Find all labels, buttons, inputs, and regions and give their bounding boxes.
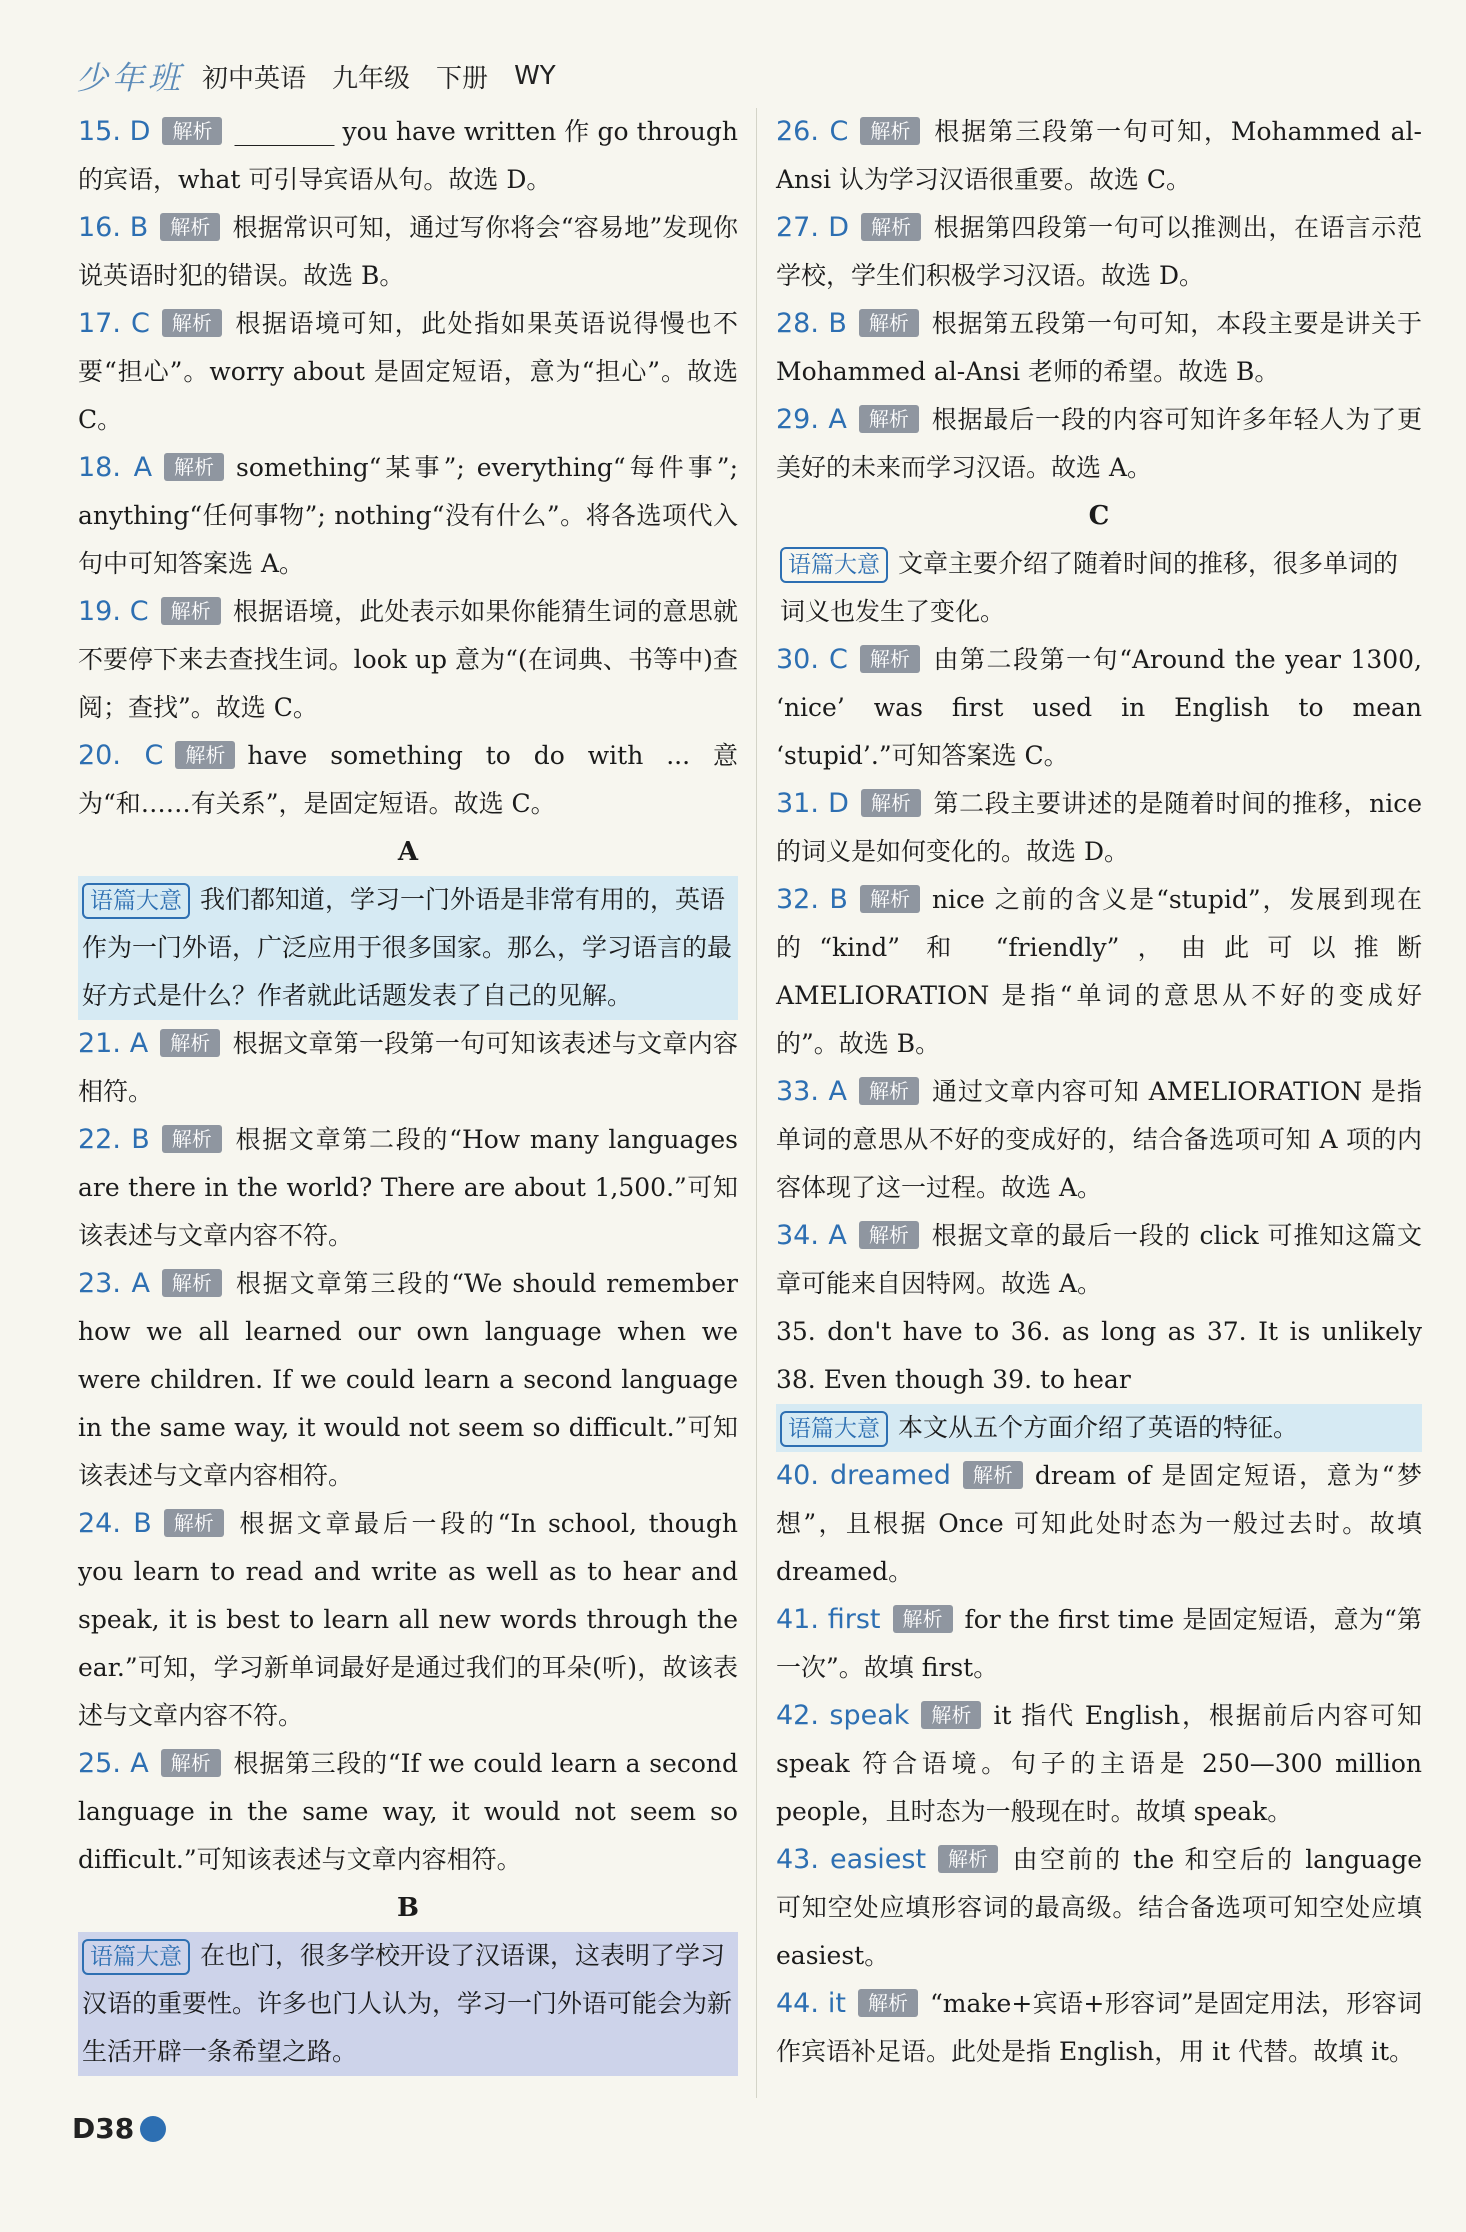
answer-number: 19. C [78, 596, 149, 627]
answer-number: 16. B [78, 212, 149, 243]
grade-label: 九年级 [332, 63, 411, 94]
answer-number: 20. C [78, 740, 164, 771]
answer-line: 35. don't have to 36. as long as 37. It is unlikely 38. Even though 39. to hear [776, 1317, 1422, 1394]
summary-text: 文章主要介绍了随着时间的推移，很多单词的词义也发生了变化。 [780, 549, 1399, 626]
right-column [776, 108, 1422, 2076]
answer-number: 18. A [78, 452, 153, 483]
answer-number: 17. C [78, 308, 150, 339]
summary-block [776, 1404, 1422, 1452]
answer-number: 34. A [776, 1220, 847, 1251]
answer-number: 32. B [776, 884, 848, 915]
answer-number: 29. A [776, 404, 847, 435]
analysis-tag: 解析 [164, 1509, 224, 1537]
summary-block [78, 1932, 738, 2076]
page-header [76, 52, 976, 100]
summary-block [78, 876, 738, 1020]
answer-explanation: 根据文章第二段的“How many languages are there in the world? There are about 1,500.”可知该表述与文章内容不符。 [78, 1125, 739, 1250]
section-heading: B [397, 1893, 419, 1923]
answer-explanation: 根据文章最后一段的“In school, though you learn to read and write as well as to hear and speak, it is best to learn all new words through the ear.”可知，学习新单词最好是通过我们的耳朵(听)，故该表述与文章内容不符。 [78, 1509, 738, 1730]
analysis-tag: 解析 [175, 741, 235, 769]
answer-item [776, 204, 1422, 300]
answer-explanation: 根据第五段第一句可知，本段主要是讲关于 Mohammed al-Ansi 老师的希望。故选 B。 [776, 309, 1422, 386]
analysis-tag: 解析 [859, 405, 919, 433]
answer-number: 25. A [78, 1748, 149, 1779]
answer-item [776, 1596, 1422, 1692]
answer-number: 15. D [78, 116, 151, 147]
answer-explanation: 根据第四段第一句可以推测出，在语言示范学校，学生们积极学习汉语。故选 D。 [776, 213, 1422, 290]
analysis-tag: 解析 [164, 453, 224, 481]
answer-number: 44. it [776, 1988, 846, 2019]
answer-explanation: 根据语境，此处表示如果你能猜生词的意思就不要停下来去查找生词。look up 意为“(在词典、书等中)查阅；查找”。故选 C。 [78, 597, 739, 722]
answer-explanation: 根据文章的最后一段的 click 可推知这篇文章可能来自因特网。故选 A。 [776, 1221, 1422, 1298]
answer-item [78, 108, 738, 204]
analysis-tag: 解析 [162, 309, 222, 337]
analysis-tag: 解析 [160, 1029, 220, 1057]
answer-item [776, 1980, 1422, 2076]
analysis-tag: 解析 [858, 1989, 918, 2017]
answer-item [78, 1116, 738, 1260]
section-heading: A [397, 837, 419, 867]
answer-explanation: 根据文章第一段第一句可知该表述与文章内容相符。 [78, 1029, 738, 1106]
analysis-tag: 解析 [161, 1749, 221, 1777]
answer-number: 31. D [776, 788, 849, 819]
left-column [78, 108, 738, 2076]
answer-item [776, 108, 1422, 204]
answer-number: 41. first [776, 1604, 881, 1635]
answer-explanation: 根据语境可知，此处指如果英语说得慢也不要“担心”。worry about 是固定短语，意为“担心”。故选 C。 [78, 309, 738, 434]
analysis-tag: 解析 [861, 789, 921, 817]
answer-explanation: nice 之前的含义是“stupid”，发展到现在的“kind” 和 “friendly”，由此可以推断 AMELIORATION 是指“单词的意思从不好的变成好的”。故选 B。 [776, 885, 1423, 1058]
answer-number: 26. C [776, 116, 849, 147]
answer-explanation: it 指代 English，根据前后内容可知 speak 符合语境。句子的主语是 250—300 million people，且时态为一般现在时。故填 speak。 [776, 1701, 1422, 1826]
analysis-tag: 解析 [893, 1605, 953, 1633]
answer-item [776, 780, 1422, 876]
answer-explanation: 通过文章内容可知 AMELIORATION 是指单词的意思从不好的变成好的，结合备选项可知 A 项的内容体现了这一过程。故选 A。 [776, 1077, 1422, 1202]
answer-explanation: 第二段主要讲述的是随着时间的推移，nice 的词义是如何变化的。故选 D。 [776, 789, 1422, 866]
answer-explanation: something“某事”; everything“每件事”; anything“任何事物”; nothing“没有什么”。将各选项代入句中可知答案选 A。 [78, 453, 738, 578]
summary-tag: 语篇大意 [780, 1411, 888, 1447]
answer-item [776, 636, 1422, 780]
answer-explanation: for the first time 是固定短语，意为“第一次”。故填 first。 [776, 1605, 1422, 1682]
answer-item [78, 588, 738, 732]
term-label: 下册 [436, 63, 489, 94]
section-heading: C [1088, 501, 1110, 531]
answer-item [776, 300, 1422, 396]
analysis-tag: 解析 [921, 1701, 981, 1729]
answer-number: 27. D [776, 212, 850, 243]
analysis-tag: 解析 [963, 1461, 1023, 1489]
analysis-tag: 解析 [859, 1077, 919, 1105]
answer-item [78, 444, 738, 588]
answer-item [776, 396, 1422, 492]
analysis-tag: 解析 [860, 117, 920, 145]
answer-item [78, 1500, 738, 1740]
brand-logo: 少年班 [76, 59, 185, 97]
analysis-tag: 解析 [860, 645, 920, 673]
answer-item [776, 1692, 1422, 1836]
answer-item [78, 732, 738, 828]
analysis-tag: 解析 [859, 1221, 919, 1249]
analysis-tag: 解析 [161, 597, 221, 625]
answer-item [78, 300, 738, 444]
summary-text: 我们都知道，学习一门外语是非常有用的，英语作为一门外语，广泛应用于很多国家。那么，学习语言的最好方式是什么？作者就此话题发表了自己的见解。 [82, 885, 733, 1010]
answer-number: 22. B [78, 1124, 150, 1155]
page-number: D38 [72, 2112, 135, 2145]
answer-number: 24. B [78, 1508, 152, 1539]
summary-text: 在也门，很多学校开设了汉语课，这表明了学习汉语的重要性。许多也门人认为，学习一门外语可能会为新生活开辟一条希望之路。 [82, 1941, 733, 2066]
answer-number: 23. A [78, 1268, 150, 1299]
answer-explanation: 由第二段第一句“Around the year 1300, ‘nice’ was first used in English to mean ‘stupid’.”可知答案选 C。 [776, 645, 1423, 770]
answer-explanation: 根据第三段第一句可知，Mohammed al-Ansi 认为学习汉语很重要。故选 C。 [776, 117, 1422, 194]
summary-tag: 语篇大意 [780, 547, 888, 583]
answer-item [776, 1836, 1422, 1980]
answer-item [78, 204, 738, 300]
answer-item [776, 1452, 1422, 1596]
answer-number: 28. B [776, 308, 847, 339]
answer-number: 33. A [776, 1076, 847, 1107]
analysis-tag: 解析 [859, 309, 919, 337]
analysis-tag: 解析 [162, 1125, 222, 1153]
answer-item [776, 1212, 1422, 1308]
answer-explanation: ________ you have written 作 go through 的宾语，what 可引导宾语从句。故选 D。 [78, 117, 739, 194]
answer-item [776, 876, 1422, 1068]
subject-title: 初中英语 [202, 63, 307, 94]
answer-number: 43. easiest [776, 1844, 927, 1875]
edition-label: WY [514, 61, 556, 91]
analysis-tag: 解析 [162, 1269, 222, 1297]
answer-explanation: have something to do with ... 意为“和……有关系”，是固定短语。故选 C。 [78, 741, 738, 818]
summary-block [776, 540, 1422, 636]
page-dot-icon [140, 2116, 166, 2142]
answer-item [78, 1740, 738, 1884]
analysis-tag: 解析 [162, 117, 222, 145]
column-divider [756, 108, 757, 2098]
answer-explanation: 根据常识可知，通过写你将会“容易地”发现你说英语时犯的错误。故选 B。 [78, 213, 738, 290]
answer-item [776, 1068, 1422, 1212]
answer-explanation: dream of 是固定短语，意为“梦想”，且根据 Once 可知此处时态为一般过去时。故填 dreamed。 [776, 1461, 1422, 1586]
analysis-tag: 解析 [938, 1845, 998, 1873]
summary-text: 本文从五个方面介绍了英语的特征。 [898, 1413, 1299, 1442]
analysis-tag: 解析 [160, 213, 220, 241]
analysis-tag: 解析 [860, 885, 920, 913]
answer-item [78, 1020, 738, 1116]
answer-explanation: 根据第三段的“If we could learn a second language in the same way, it would not seem so difficult.”可知该表述与文章内容相符。 [78, 1749, 738, 1874]
answer-explanation: 根据最后一段的内容可知许多年轻人为了更美好的未来而学习汉语。故选 A。 [776, 405, 1422, 482]
answer-explanation: 由空前的 the 和空后的 language 可知空处应填形容词的最高级。结合备选项可知空处应填 easiest。 [776, 1845, 1422, 1970]
answer-explanation: “make+宾语+形容词”是固定用法，形容词作宾语补足语。此处是指 English，用 it 代替。故填 it。 [776, 1989, 1422, 2066]
answer-explanation: 根据文章第三段的“We should remember how we all learned our own language when we were children. If we could learn a second language in the same way, it would not seem so difficult.”可知该表述与文章内容相符。 [78, 1269, 738, 1490]
answer-item [78, 1260, 738, 1500]
page-footer [72, 2112, 166, 2145]
answer-number: 40. dreamed [776, 1460, 951, 1491]
summary-tag: 语篇大意 [82, 883, 190, 919]
summary-tag: 语篇大意 [82, 1939, 190, 1975]
answer-number: 30. C [776, 644, 848, 675]
answer-number: 21. A [78, 1028, 149, 1059]
answer-number: 42. speak [776, 1700, 910, 1731]
analysis-tag: 解析 [861, 213, 921, 241]
